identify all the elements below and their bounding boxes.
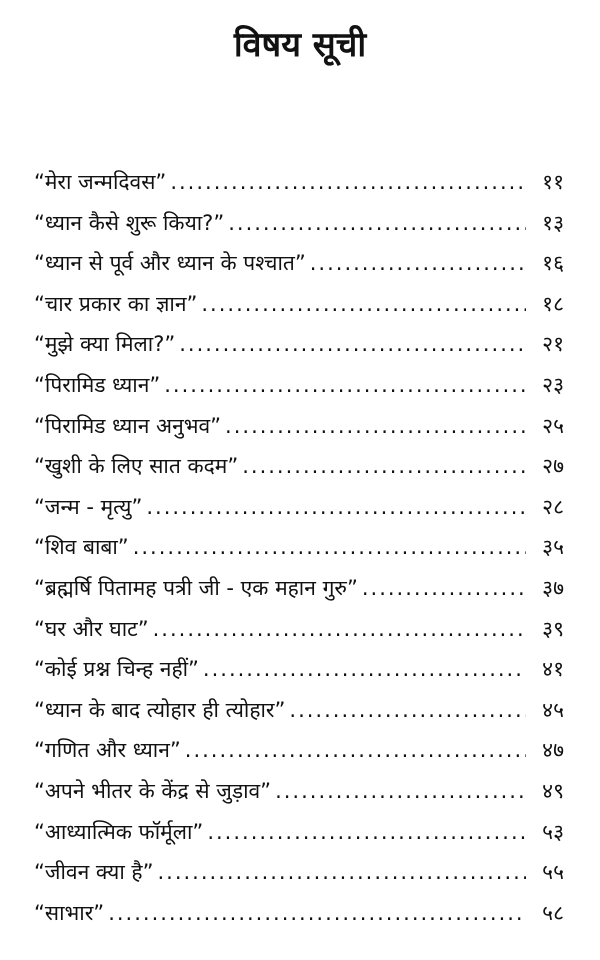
dot-leader [164,365,526,406]
toc-entry-title: “ध्यान कैसे शुरू किया?” [34,210,225,235]
toc-entry-title: “मेरा जन्मदिवस” [34,170,167,194]
toc-entry-page-number: ४९ [542,778,564,803]
toc-entry [34,812,564,853]
toc-entry-title: “कोई प्रश्न चिन्ह नहीं” [34,657,199,682]
toc-entry-page-number: १३ [542,210,564,235]
toc-entry [34,852,564,893]
toc-entry-page-number: ४७ [542,738,564,763]
toc-entry-page-number: २५ [542,413,564,438]
toc-entry-title: “जन्म - मृत्यु” [34,494,143,519]
toc-entry-title: “ध्यान से पूर्व और ध्यान के पश्चात” [34,251,306,276]
toc-entry-page-number: २३ [542,372,564,397]
dot-leader [108,893,526,934]
toc-entry-title: “ध्यान के बाद त्योहार ही त्योहार” [34,697,286,722]
toc-entry-page-number: ५८ [542,900,564,925]
toc-entry-page-number: ३९ [542,616,564,641]
toc-entry-title: “साभार” [34,900,105,925]
dot-leader [362,568,526,609]
toc-entry-title: “चार प्रकार का ज्ञान” [34,291,198,316]
toc-entry-title: “जीवन क्या है” [34,860,154,885]
toc-entry-title: “पिरामिड ध्यान” [34,372,161,397]
toc-entry-page-number: २१ [542,332,564,357]
toc-entry-page-number: १६ [542,251,564,276]
toc-entry [34,406,564,447]
toc-entry-page-number: ५५ [542,860,564,885]
dot-leader [170,162,526,203]
toc-entry [34,203,564,244]
toc-entry-title: “खुशी के लिए सात कदम” [34,454,239,479]
toc-entry [34,730,564,771]
toc-entry-page-number: ५३ [542,819,564,844]
toc-entry-title: “घर और घाट” [34,616,149,641]
dot-leader [228,203,526,244]
toc-entry [34,446,564,487]
toc-entry [34,487,564,528]
toc-entry-title: “अपने भीतर के केंद्र से जुड़ाव” [34,778,272,803]
toc-entry [34,284,564,325]
toc-entry [34,324,564,365]
toc-entry-title: “ब्रह्मर्षि पितामह पत्री जी - एक महान गुरु” [34,575,358,600]
toc-entry-page-number: ४१ [542,657,564,682]
toc-entry-title: “आध्यात्मिक फॉर्मूला” [34,819,204,844]
dot-leader [146,487,526,528]
page-title: विषय सूची [233,25,367,65]
toc-entry [34,609,564,650]
toc-entry [34,893,564,934]
toc-entry [34,771,564,812]
toc-entry [34,690,564,731]
toc-entry [34,568,564,609]
toc-entry [34,162,564,203]
toc-entry-page-number: ३५ [542,535,564,560]
dot-leader [207,812,526,853]
table-of-contents [34,162,564,933]
dot-leader [153,609,526,650]
dot-leader [201,284,526,325]
toc-entry-title: “गणित और ध्यान” [34,738,181,763]
dot-leader [185,730,526,771]
toc-entry-title: “शिव बाबा” [34,535,129,560]
dot-leader [225,406,526,447]
dot-leader [157,852,526,893]
toc-entry-page-number: ४५ [542,697,564,722]
dot-leader [242,446,526,487]
toc-entry-page-number: २८ [542,494,564,519]
dot-leader [289,690,526,731]
toc-entry [34,649,564,690]
toc-entry-page-number: ३७ [542,575,564,600]
toc-entry-page-number: ११ [542,170,564,194]
dot-leader [179,324,526,365]
toc-entry-page-number: १८ [542,291,564,316]
dot-leader [275,771,526,812]
toc-entry-title: “मुझे क्या मिला?” [34,332,176,357]
toc-entry [34,527,564,568]
toc-entry [34,243,564,284]
toc-entry-title: “पिरामिड ध्यान अनुभव” [34,413,222,438]
toc-entry [34,365,564,406]
dot-leader [310,243,526,284]
dot-leader [203,649,526,690]
toc-entry-page-number: २७ [542,454,564,479]
dot-leader [133,527,526,568]
